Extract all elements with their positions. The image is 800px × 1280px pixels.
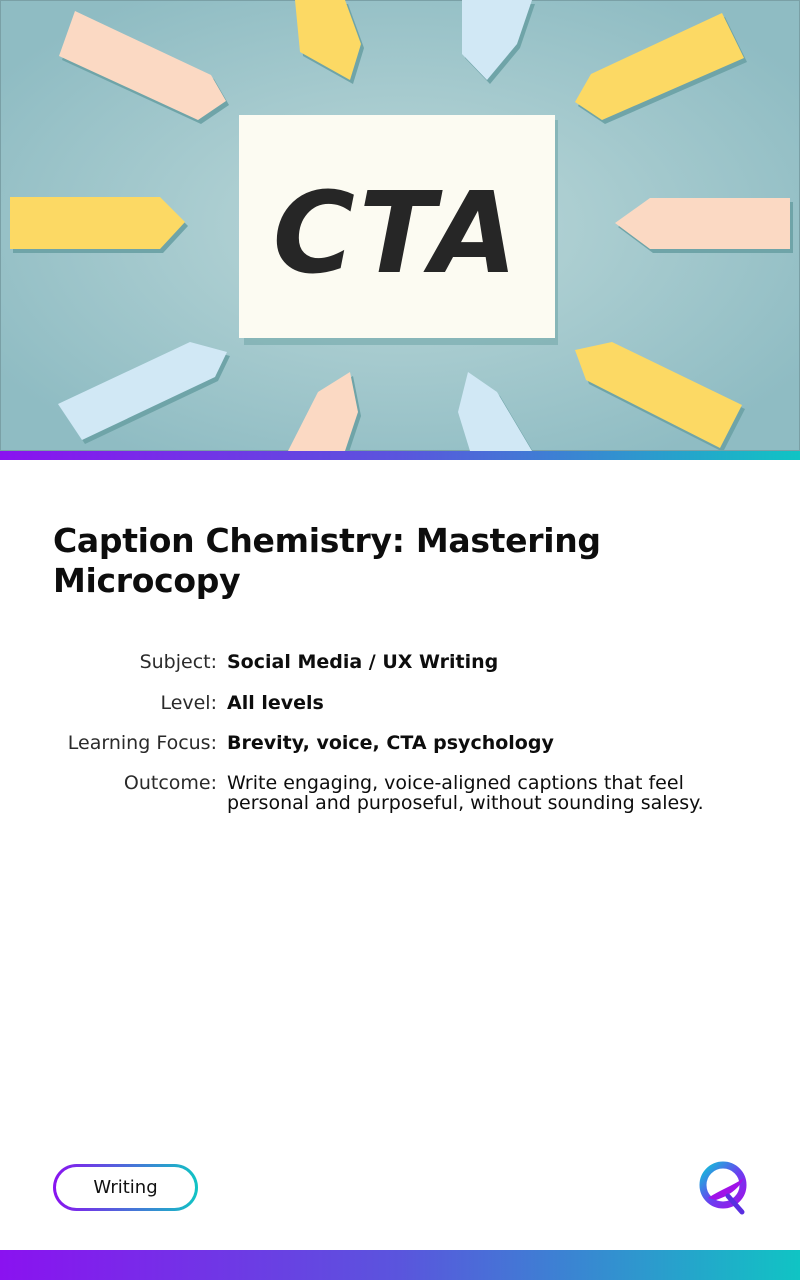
subject-value: Social Media / UX Writing bbox=[227, 651, 499, 673]
bottom-gradient-bar bbox=[0, 1250, 800, 1280]
learning-focus-value: Brevity, voice, CTA psychology bbox=[227, 732, 554, 754]
level-value: All levels bbox=[227, 692, 324, 714]
cta-card-text: CTA bbox=[272, 169, 522, 299]
outcome-label: Outcome: bbox=[123, 772, 217, 794]
level-label: Level: bbox=[160, 692, 217, 714]
hero-image bbox=[0, 0, 800, 451]
sticky-arrow-middle-left bbox=[10, 197, 188, 253]
outcome-value: Write engaging, voice-aligned captions that feel personal and purposeful, without sounding salesy. bbox=[227, 772, 704, 814]
subject-label: Subject: bbox=[139, 651, 217, 673]
writing-tag[interactable] bbox=[53, 1164, 198, 1211]
quill-q-logo-icon bbox=[698, 1160, 752, 1216]
top-gradient-divider bbox=[0, 451, 800, 460]
course-title: Caption Chemistry: Mastering Microcopy bbox=[53, 521, 601, 600]
cta-illustration bbox=[0, 0, 800, 451]
cta-note-card bbox=[239, 115, 558, 345]
learning-focus-label: Learning Focus: bbox=[67, 732, 217, 754]
writing-tag-label: Writing bbox=[56, 1167, 195, 1208]
